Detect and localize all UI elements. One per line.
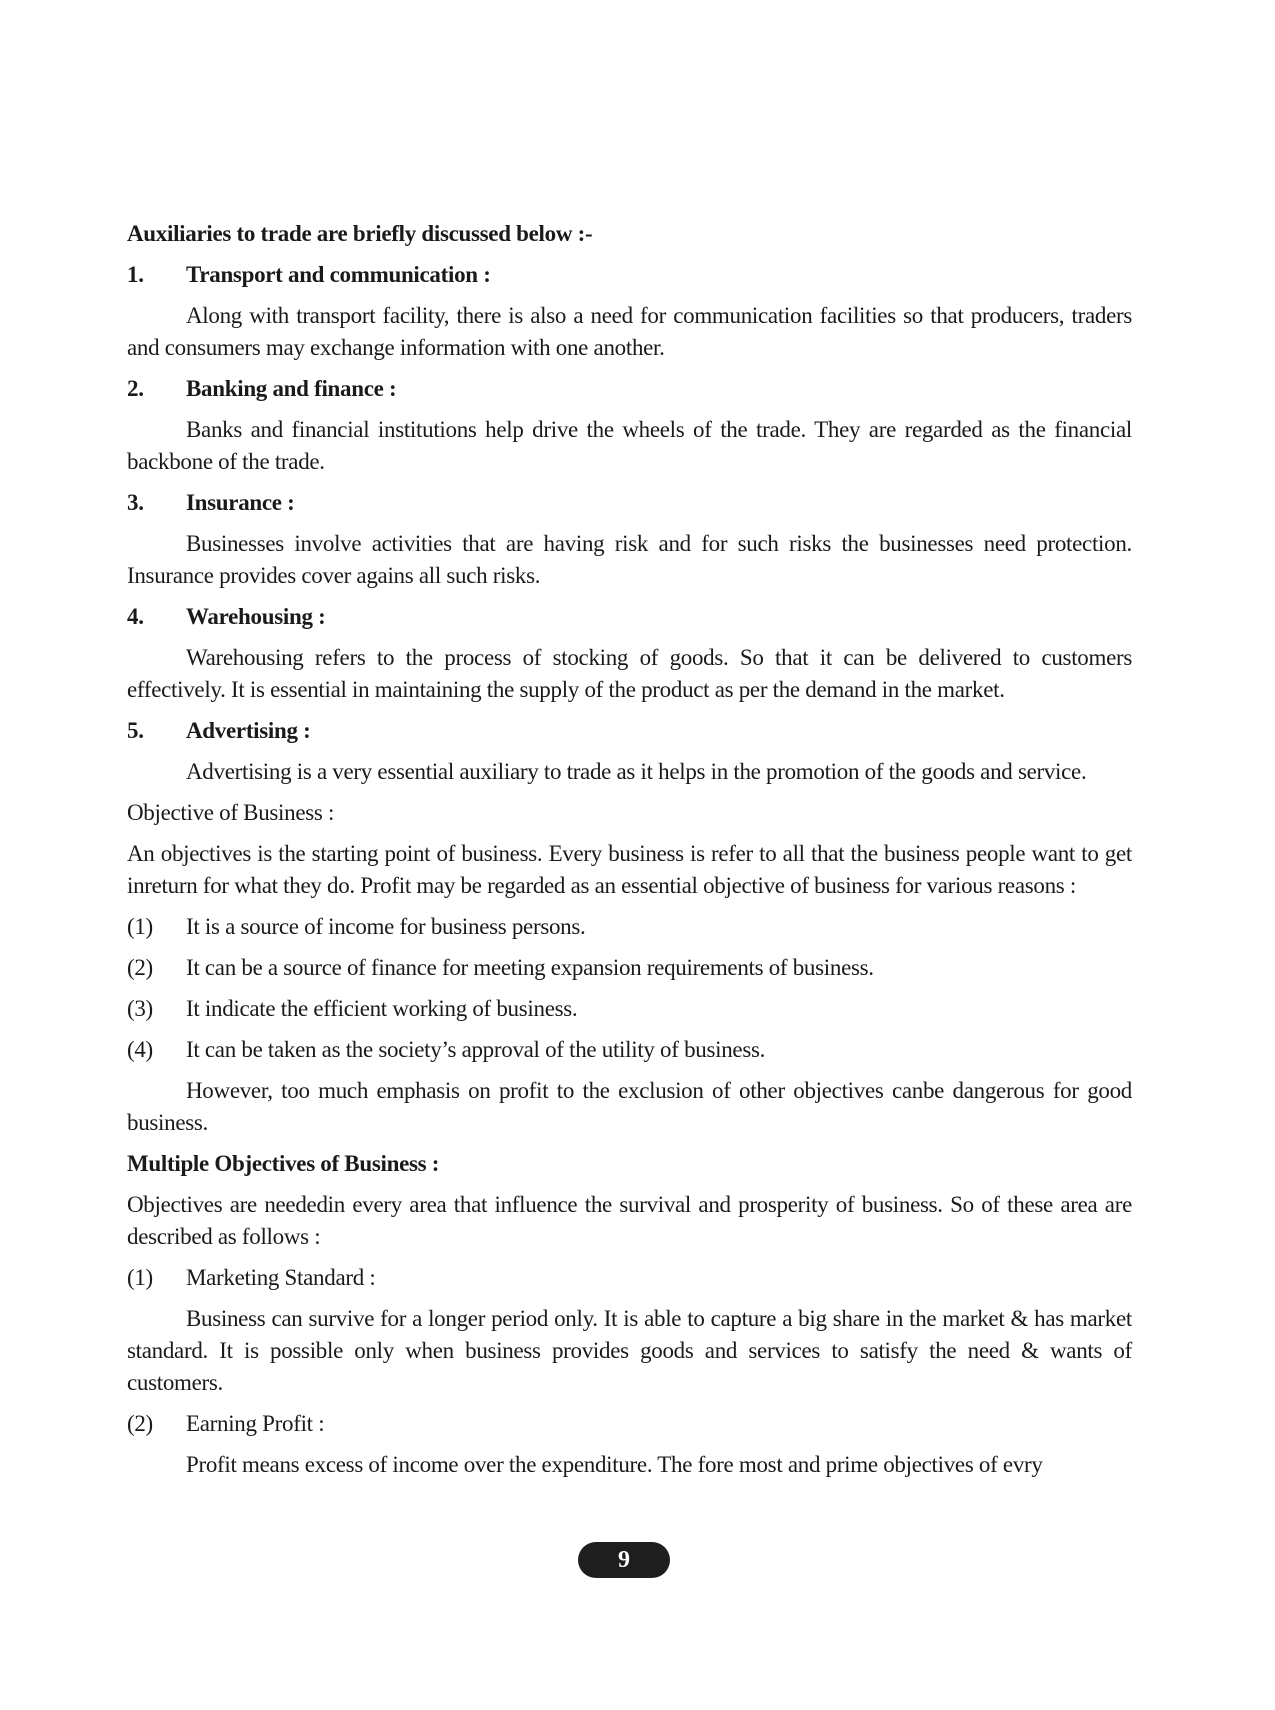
reason-text: It is a source of income for business persons. [186,914,586,939]
item-title: Marketing Standard : [186,1265,376,1290]
item-number: 5. [127,718,144,743]
auxiliary-item-heading [127,373,1132,405]
auxiliary-item-heading [127,601,1132,633]
objective-caution: However, too much emphasis on profit to the exclusion of other objectives canbe dangerous for good business. [127,1078,1132,1135]
item-title: Advertising : [186,718,311,743]
item-number: (2) [127,1411,153,1436]
auxiliary-item-text: Warehousing refers to the process of stocking of goods. So that it can be delivered to customers effectively. It is essential in maintaining the supply of the product as per the demand in the market. [127,645,1132,702]
objective-heading: Objective of Business : [127,800,335,825]
objective-intro: An objectives is the starting point of business. Every business is refer to all that the business people want to get inreturn for what they do. Profit may be regarded as an essential objective of business for various reasons : [127,841,1132,898]
item-number: (4) [127,1037,153,1062]
reason-item [127,952,1132,984]
reason-text: It can be taken as the society’s approval of the utility of business. [186,1037,766,1062]
page-content [127,218,1132,1490]
reason-item [127,993,1132,1025]
auxiliary-item-text: Advertising is a very essential auxiliary to trade as it helps in the promotion of the goods and service. [186,759,1087,784]
reason-text: It indicate the efficient working of business. [186,996,578,1021]
item-title: Transport and communication : [186,262,491,287]
item-number: (1) [127,1265,153,1290]
objective-item-text: Profit means excess of income over the expenditure. The fore most and prime objectives of evry [186,1452,1043,1477]
auxiliary-item-heading [127,715,1132,747]
multiple-objectives-heading: Multiple Objectives of Business : [127,1151,440,1176]
objective-item-text: Business can survive for a longer period only. It is able to capture a big share in the market & has market standard. It is possible only when business provides goods and services to satisfy the need & wants of customers. [127,1306,1132,1395]
auxiliary-item-heading [127,259,1132,291]
page-number-badge: 9 [578,1542,670,1578]
item-number: 2. [127,376,144,401]
item-title: Warehousing : [186,604,326,629]
auxiliary-item-text: Banks and financial institutions help drive the wheels of the trade. They are regarded as the financial backbone of the trade. [127,417,1132,474]
item-number: 1. [127,262,144,287]
reason-item [127,911,1132,943]
item-title: Insurance : [186,490,295,515]
auxiliary-item-text: Businesses involve activities that are having risk and for such risks the businesses need protection. Insurance provides cover agains all such risks. [127,531,1132,588]
item-number: (2) [127,955,153,980]
auxiliaries-heading: Auxiliaries to trade are briefly discussed below :- [127,221,593,246]
reason-item [127,1034,1132,1066]
auxiliary-item-heading [127,487,1132,519]
item-number: 3. [127,490,144,515]
item-number: (1) [127,914,153,939]
objective-item-heading [127,1408,1132,1440]
multiple-objectives-intro: Objectives are neededin every area that influence the survival and prosperity of business. So of these area are described as follows : [127,1192,1132,1249]
item-number: (3) [127,996,153,1021]
auxiliary-item-text: Along with transport facility, there is also a need for communication facilities so that producers, traders and consumers may exchange information with one another. [127,303,1132,360]
item-title: Earning Profit : [186,1411,325,1436]
reason-text: It can be a source of finance for meeting expansion requirements of business. [186,955,874,980]
objective-item-heading [127,1262,1132,1294]
item-number: 4. [127,604,144,629]
item-title: Banking and finance : [186,376,397,401]
